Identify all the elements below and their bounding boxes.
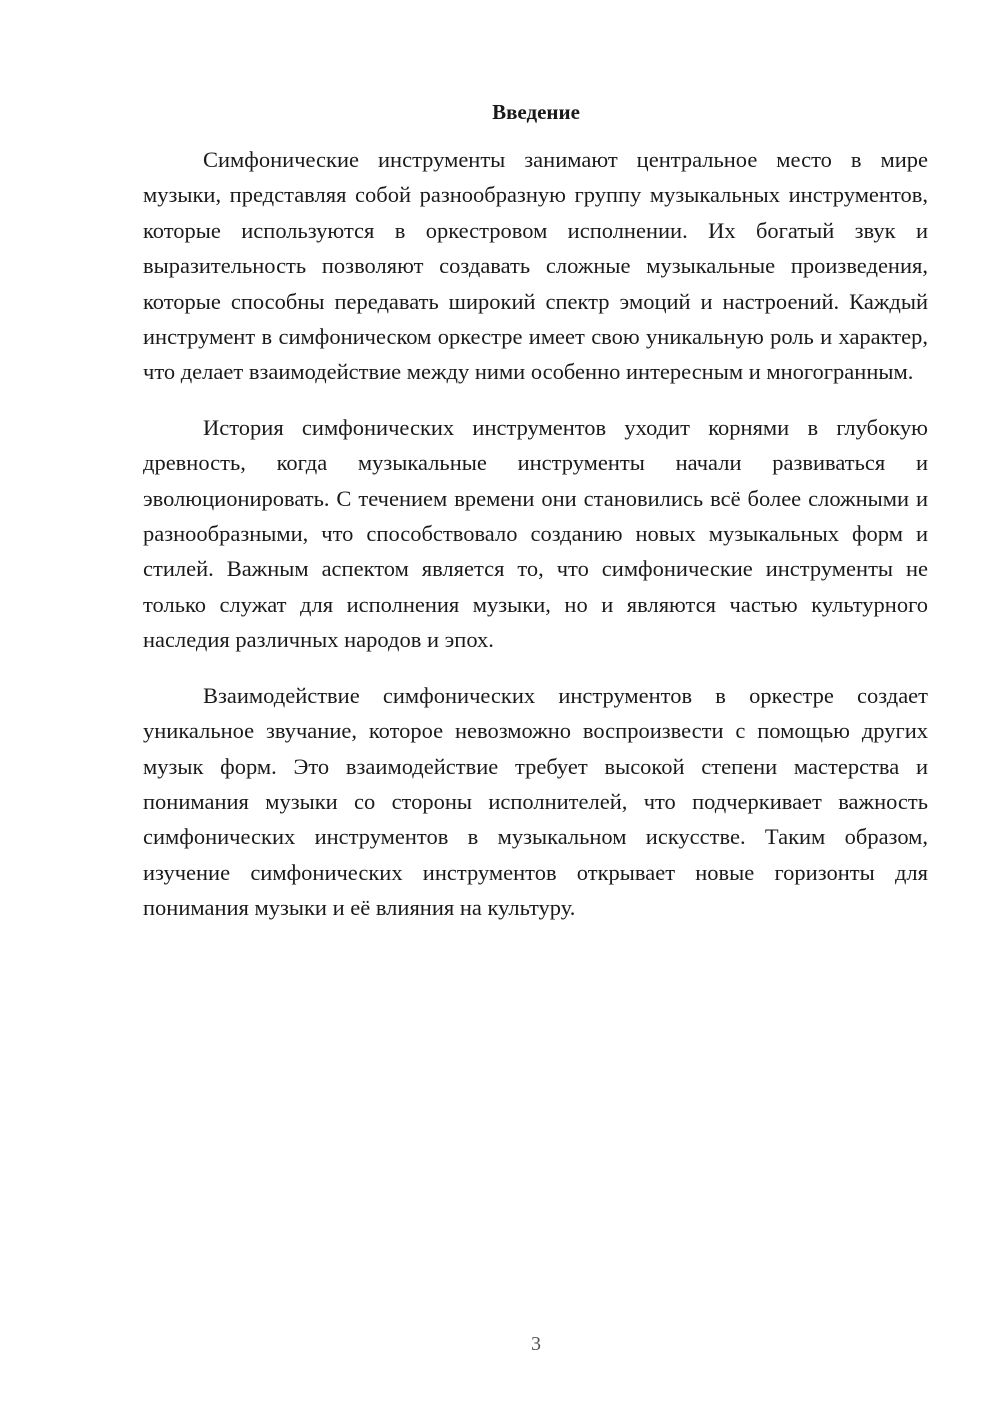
- page-number: 3: [531, 1333, 541, 1355]
- section-heading: Введение: [492, 100, 580, 124]
- paragraph-3: Взаимодействие симфонических инструментов в оркестре создает уникальное звучание, которое невозможно воспроизвести с помощью других музык форм. Это взаимодействие требует высокой степени мастерства и понимания музыки со стороны исполнителей, что подчеркивает важность симфонических инструментов в музыкальном искусстве. Таким образом, изучение симфонических инструментов открывает новые горизонты для понимания музыки и её влияния на культуру.: [143, 682, 928, 921]
- paragraph-1: Симфонические инструменты занимают центральное место в мире музыки, представляя собой разнообразную группу музыкальных инструментов, которые используются в оркестровом исполнении. Их богатый звук и выразительность позволяют создавать сложные музыкальные произведения, которые способны передавать широкий спектр эмоций и настроений. Каждый инструмент в симфоническом оркестре имеет свою уникальную роль и характер, что делает взаимодействие между ними особенно интересным и многогранным.: [143, 147, 928, 385]
- body-text: [143, 142, 928, 946]
- paragraph-2: История симфонических инструментов уходит корнями в глубокую древность, когда музыкальные инструменты начали развиваться и эволюционировать. С течением времени они становились всё более сложными и разнообразными, что способствовало созданию новых музыкальных форм и стилей. Важным аспектом является то, что симфонические инструменты не только служат для исполнения музыки, но и являются частью культурного наследия различных народов и эпох.: [143, 414, 928, 653]
